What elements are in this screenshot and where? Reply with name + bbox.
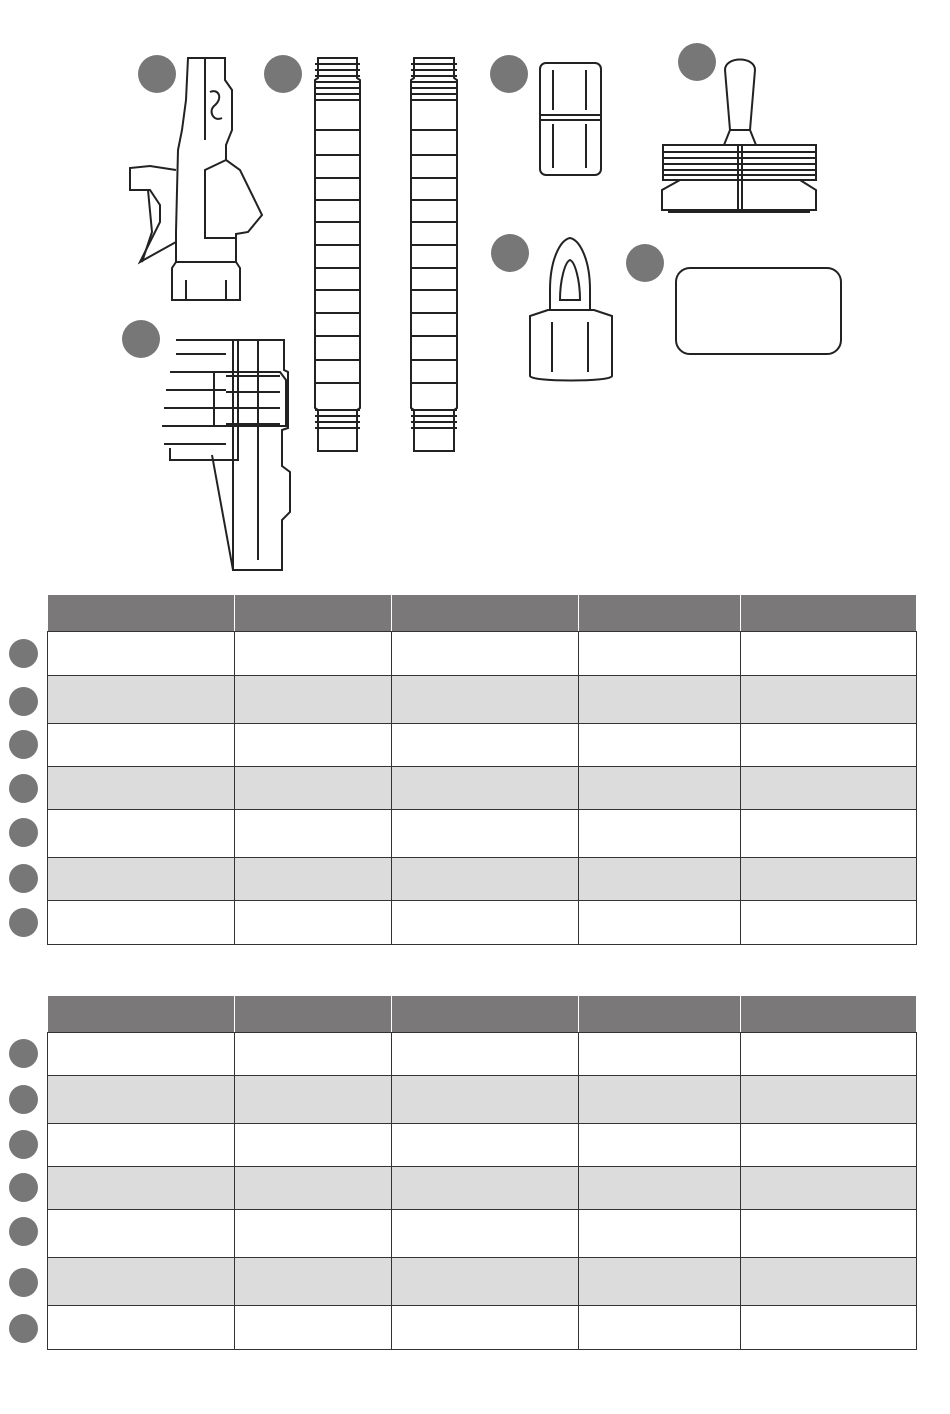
table-cell bbox=[741, 632, 917, 676]
part-marker bbox=[678, 43, 716, 81]
column-header bbox=[235, 595, 392, 632]
table-row bbox=[48, 676, 917, 724]
row-marker bbox=[9, 1314, 38, 1343]
table-cell bbox=[741, 901, 917, 945]
table-row bbox=[48, 1210, 917, 1258]
table-cell bbox=[741, 810, 917, 858]
table-cell bbox=[235, 1124, 392, 1167]
hanging-end-cap-icon bbox=[530, 238, 612, 381]
table-cell bbox=[392, 1033, 579, 1076]
table-row bbox=[48, 632, 917, 676]
parts-illustration bbox=[0, 0, 950, 590]
table-cell bbox=[235, 767, 392, 810]
row-marker bbox=[9, 1268, 38, 1297]
table-cell bbox=[48, 1306, 235, 1350]
table-row bbox=[48, 858, 917, 901]
tube-coupler-icon bbox=[540, 63, 601, 175]
column-header bbox=[48, 996, 235, 1033]
column-header bbox=[741, 595, 917, 632]
table-cell bbox=[235, 858, 392, 901]
table-cell bbox=[392, 858, 579, 901]
table-cell bbox=[579, 1076, 741, 1124]
table-cell bbox=[741, 767, 917, 810]
parts-table bbox=[47, 594, 917, 945]
table-cell bbox=[741, 858, 917, 901]
part-marker bbox=[122, 320, 160, 358]
table-cell bbox=[235, 676, 392, 724]
row-marker bbox=[9, 687, 38, 716]
table-row bbox=[48, 1167, 917, 1210]
table-cell bbox=[392, 901, 579, 945]
table-cell bbox=[392, 676, 579, 724]
row-marker bbox=[9, 730, 38, 759]
row-marker bbox=[9, 774, 38, 803]
threaded-extension-tube-icon bbox=[315, 58, 360, 451]
table-cell bbox=[741, 1258, 917, 1306]
table-cell bbox=[741, 1210, 917, 1258]
table-cell bbox=[392, 767, 579, 810]
table-cell bbox=[48, 810, 235, 858]
table-cell bbox=[392, 632, 579, 676]
table-cell bbox=[392, 1076, 579, 1124]
table-cell bbox=[235, 1210, 392, 1258]
table-cell bbox=[741, 724, 917, 767]
table-cell bbox=[392, 1124, 579, 1167]
table-header-row bbox=[48, 595, 917, 632]
table-row bbox=[48, 767, 917, 810]
table-cell bbox=[392, 1258, 579, 1306]
table-cell bbox=[741, 676, 917, 724]
table-cell bbox=[235, 1167, 392, 1210]
table-cell bbox=[48, 676, 235, 724]
squeegee-tool-icon bbox=[662, 60, 816, 213]
trigger-handle-icon bbox=[162, 340, 290, 570]
table-cell bbox=[579, 724, 741, 767]
table-row bbox=[48, 1306, 917, 1350]
table-cell bbox=[579, 1033, 741, 1076]
row-marker bbox=[9, 1085, 38, 1114]
part-marker bbox=[491, 234, 529, 272]
table-cell bbox=[235, 901, 392, 945]
table-cell bbox=[392, 1167, 579, 1210]
column-header bbox=[741, 996, 917, 1033]
table-cell bbox=[235, 1076, 392, 1124]
table-row bbox=[48, 1033, 917, 1076]
table-cell bbox=[48, 632, 235, 676]
row-marker bbox=[9, 1173, 38, 1202]
table-cell bbox=[579, 1258, 741, 1306]
part-marker bbox=[264, 55, 302, 93]
threaded-extension-tube-icon bbox=[411, 58, 457, 451]
table-cell bbox=[741, 1306, 917, 1350]
row-marker bbox=[9, 1039, 38, 1068]
table-cell bbox=[392, 724, 579, 767]
table-cell bbox=[579, 1210, 741, 1258]
table-cell bbox=[48, 1124, 235, 1167]
table-cell bbox=[392, 1210, 579, 1258]
row-marker bbox=[9, 908, 38, 937]
column-header bbox=[579, 996, 741, 1033]
table-cell bbox=[48, 858, 235, 901]
table-header-row bbox=[48, 996, 917, 1033]
table-cell bbox=[235, 724, 392, 767]
table-cell bbox=[392, 1306, 579, 1350]
table-cell bbox=[579, 901, 741, 945]
table-cell bbox=[48, 1210, 235, 1258]
column-header bbox=[48, 595, 235, 632]
row-marker bbox=[9, 864, 38, 893]
table-cell bbox=[579, 767, 741, 810]
cleaning-pad-icon bbox=[676, 268, 841, 354]
table-cell bbox=[48, 901, 235, 945]
row-marker bbox=[9, 639, 38, 668]
table-cell bbox=[48, 724, 235, 767]
table-cell bbox=[579, 1306, 741, 1350]
table-row bbox=[48, 724, 917, 767]
table-row bbox=[48, 1076, 917, 1124]
row-marker bbox=[9, 818, 38, 847]
table-cell bbox=[579, 858, 741, 901]
table-cell bbox=[235, 632, 392, 676]
table-row bbox=[48, 1258, 917, 1306]
table-cell bbox=[579, 810, 741, 858]
table-cell bbox=[741, 1167, 917, 1210]
trigger-spray-nozzle-icon bbox=[130, 58, 262, 300]
table-cell bbox=[741, 1124, 917, 1167]
table-cell bbox=[48, 767, 235, 810]
column-header bbox=[392, 595, 579, 632]
part-marker bbox=[138, 55, 176, 93]
table-cell bbox=[235, 1033, 392, 1076]
table-cell bbox=[579, 676, 741, 724]
table-cell bbox=[741, 1033, 917, 1076]
row-marker bbox=[9, 1217, 38, 1246]
table-cell bbox=[392, 810, 579, 858]
table-cell bbox=[579, 1124, 741, 1167]
table-row bbox=[48, 1124, 917, 1167]
table-row bbox=[48, 901, 917, 945]
column-header bbox=[392, 996, 579, 1033]
table-cell bbox=[579, 1167, 741, 1210]
table-cell bbox=[235, 810, 392, 858]
table-row bbox=[48, 810, 917, 858]
table-cell bbox=[235, 1306, 392, 1350]
part-marker bbox=[626, 244, 664, 282]
column-header bbox=[235, 996, 392, 1033]
table-cell bbox=[579, 632, 741, 676]
column-header bbox=[579, 595, 741, 632]
parts-table bbox=[47, 995, 917, 1350]
table-cell bbox=[48, 1167, 235, 1210]
table-cell bbox=[235, 1258, 392, 1306]
table-cell bbox=[48, 1258, 235, 1306]
part-marker bbox=[490, 55, 528, 93]
table-cell bbox=[48, 1033, 235, 1076]
table-cell bbox=[741, 1076, 917, 1124]
table-cell bbox=[48, 1076, 235, 1124]
row-marker bbox=[9, 1130, 38, 1159]
